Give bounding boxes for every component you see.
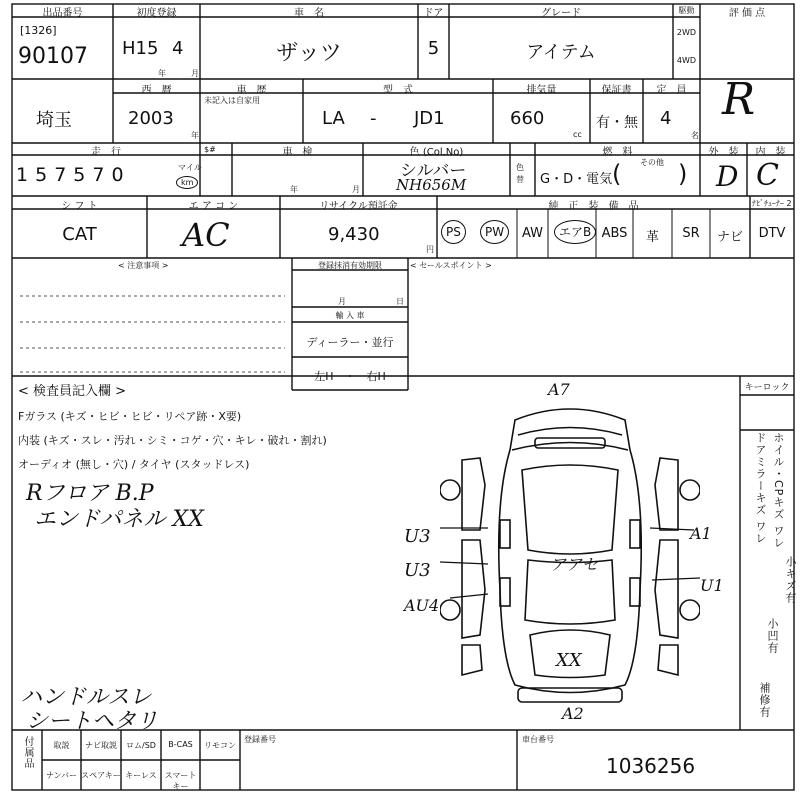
- equip-aw: AW: [521, 226, 544, 241]
- drive-2wd: 2WD: [676, 28, 697, 37]
- yen-unit: 円: [426, 245, 434, 254]
- acc-spare-key: スペアキー: [81, 771, 121, 780]
- western-label: 西 暦: [141, 85, 172, 96]
- inspection-label: 車 検: [282, 147, 313, 158]
- displacement-label: 排気量: [526, 85, 557, 96]
- dealer: ディーラー・並行: [306, 336, 394, 349]
- acc-rom-sd: ロム/SD: [126, 741, 156, 750]
- registration-label: 登録抹消有効期限: [318, 261, 382, 270]
- equip-dtv: DTV: [758, 226, 786, 241]
- equip-sr: SR: [682, 226, 700, 241]
- small-scratch: 小キズ有: [784, 556, 797, 604]
- mileage-digit: 7: [92, 164, 105, 186]
- score-label: 評 価 点: [728, 8, 766, 19]
- mileage-unit-km: km: [176, 176, 198, 189]
- mileage-digit: 5: [73, 164, 86, 186]
- inspector-line1: Fガラス (キズ・ヒビ・ヒビ・リペア跡・X要): [18, 410, 242, 423]
- ac-label: エ ア コ ン: [188, 201, 239, 212]
- mileage-digits: [16, 164, 124, 186]
- inspector-hand4: シートヘタリ: [26, 709, 159, 734]
- shift: CAT: [62, 224, 97, 245]
- fuel-paren-open: (: [612, 160, 622, 188]
- inspector-title: < 検査員記入欄 >: [18, 384, 127, 399]
- ext-score: D: [716, 160, 739, 193]
- capacity: 4: [660, 108, 672, 129]
- mileage-digit: 7: [54, 164, 67, 186]
- equip-abs: ABS: [601, 226, 628, 241]
- equip-leather: 革: [645, 230, 659, 245]
- acc-smart-key: スマートキー: [164, 771, 197, 791]
- first-reg-label: 初度登録: [136, 8, 177, 19]
- drive-4wd: 4WD: [676, 56, 697, 65]
- registration-month-unit: 月: [338, 297, 346, 306]
- unit-marker: $#: [204, 145, 216, 154]
- capacity-label: 定 員: [656, 85, 687, 96]
- grade: アイテム: [526, 42, 596, 63]
- equip-airbag: エアB: [554, 220, 596, 244]
- equip-navi: ナビ: [716, 230, 743, 245]
- equipment-label: 純 正 装 備 品: [548, 201, 639, 212]
- int-label: 内 装: [755, 147, 786, 158]
- month-unit: 月: [191, 69, 199, 78]
- acc-navi-manual: ナビ取説: [85, 741, 117, 750]
- car-name: ザッツ: [276, 41, 342, 66]
- diagram-leaders: [430, 520, 710, 610]
- warranty-label: 保証書: [601, 85, 632, 96]
- diagram-a2: A2: [562, 704, 584, 723]
- key-lock-label: キーロック: [744, 383, 790, 393]
- equip-ps: PS: [441, 220, 466, 244]
- history-note: 未記入は自家用: [204, 96, 260, 105]
- western-year-unit: 年: [191, 131, 199, 140]
- mirror-note: ドアミラーキズ ワレ: [754, 432, 767, 545]
- small-dent: 小凹有: [766, 618, 779, 654]
- fuel-label: 燃 料: [602, 147, 633, 158]
- model-prefix: LA: [322, 108, 345, 129]
- wheel-note: ホイル・CPキズ ワレ: [772, 432, 785, 549]
- year-unit: 年: [158, 69, 166, 78]
- ac: AC: [182, 216, 230, 254]
- diagram-center: アアセ: [550, 555, 598, 574]
- inspection-month-unit: 月: [352, 185, 360, 194]
- car-name-label: 車 名: [294, 8, 324, 19]
- warranty: 有・無: [596, 115, 638, 131]
- diagram-u3-mid: U3: [404, 560, 431, 581]
- diagram-au4: AU4: [404, 596, 440, 615]
- history-label: 車 歴: [236, 85, 267, 96]
- inspector-line2: 内装 (キズ・スレ・汚れ・シミ・コゲ・穴・キレ・破れ・割れ): [18, 434, 327, 447]
- import-label: 輸 入 車: [335, 311, 365, 320]
- selling-label: < セールスポイント >: [410, 261, 492, 270]
- accessories-label: 付属品: [22, 736, 33, 769]
- grade-label: グレード: [541, 8, 581, 19]
- region: 埼玉: [36, 110, 72, 131]
- color-name: シルバー: [400, 161, 467, 181]
- diagram-a1: A1: [690, 524, 712, 543]
- repair: 補修有: [758, 682, 771, 718]
- int-score: C: [756, 158, 779, 193]
- acc-bcas: B-CAS: [168, 740, 193, 749]
- diagram-xx: XX: [556, 650, 582, 671]
- inspector-hand1: Rフロア B.P: [26, 481, 154, 506]
- displacement: 660: [510, 108, 545, 129]
- score: R: [722, 74, 756, 125]
- mileage-digit: 1: [16, 164, 29, 186]
- model-dash: -: [370, 108, 377, 129]
- inspector-line3: オーディオ (無し・穴) / タイヤ (スタッドレス): [18, 458, 250, 471]
- recycle-label: リサイクル預託金: [319, 201, 398, 212]
- inspector-hand2: エンドパネル XX: [34, 507, 204, 532]
- acc-manual: 取説: [53, 741, 70, 750]
- reg-number-label: 登録番号: [244, 735, 276, 744]
- western-year: 2003: [128, 108, 174, 129]
- inspector-hand3: ハンドルスレ: [20, 685, 152, 710]
- inspection-year-unit: 年: [290, 185, 298, 194]
- diagram-a7: A7: [548, 380, 570, 399]
- cc-unit: cc: [573, 130, 582, 139]
- diagram-u3-top: U3: [404, 526, 431, 547]
- acc-keyless: キーレス: [125, 771, 157, 780]
- mileage-unit-mile: マイル: [178, 163, 202, 172]
- drive-label: 駆動: [678, 6, 695, 15]
- equip-pw: PW: [480, 220, 509, 244]
- registration-day-unit: 日: [396, 297, 404, 306]
- acc-number: ナンバー: [45, 771, 78, 780]
- lot-label: 出品番号: [42, 8, 83, 19]
- recycle: 9,430: [328, 224, 380, 245]
- capacity-unit: 名: [691, 131, 699, 140]
- fuel-other-label: その他: [640, 158, 664, 167]
- chassis-number: 1036256: [606, 754, 696, 778]
- acc-remote: リモコン: [204, 741, 236, 750]
- mileage-digit: 5: [35, 164, 48, 186]
- color-code: NH656M: [396, 176, 467, 194]
- handle-side: 左H ・ 右H: [314, 370, 386, 383]
- chassis-label: 車台番号: [522, 735, 554, 744]
- color-label: 色 (Col.No): [409, 147, 464, 158]
- fuel-options: G・D・電気: [540, 172, 613, 187]
- first-reg-month: 4: [172, 38, 184, 59]
- navi-tuner-label: ﾅﾋﾞﾁｭｰﾅｰ 2: [752, 199, 792, 208]
- mileage-label: 走 行: [91, 147, 121, 158]
- model-label: 型 式: [383, 85, 413, 96]
- recolor-label: 色替: [516, 163, 524, 184]
- model-code: JD1: [414, 108, 445, 129]
- caution-label: < 注意事項 >: [118, 261, 169, 270]
- ext-label: 外 装: [708, 147, 739, 158]
- diagram-u1: U1: [700, 576, 724, 595]
- door-count: 5: [427, 38, 440, 59]
- first-reg-era: H15: [122, 38, 159, 59]
- lot-number: 90107: [18, 44, 88, 69]
- shift-label: シ フ ト: [61, 201, 98, 212]
- door-label: ドア: [423, 8, 444, 19]
- lot-bracket: [1326]: [20, 24, 57, 37]
- mileage-digit: 0: [111, 164, 124, 186]
- fuel-paren-close: ): [678, 160, 688, 188]
